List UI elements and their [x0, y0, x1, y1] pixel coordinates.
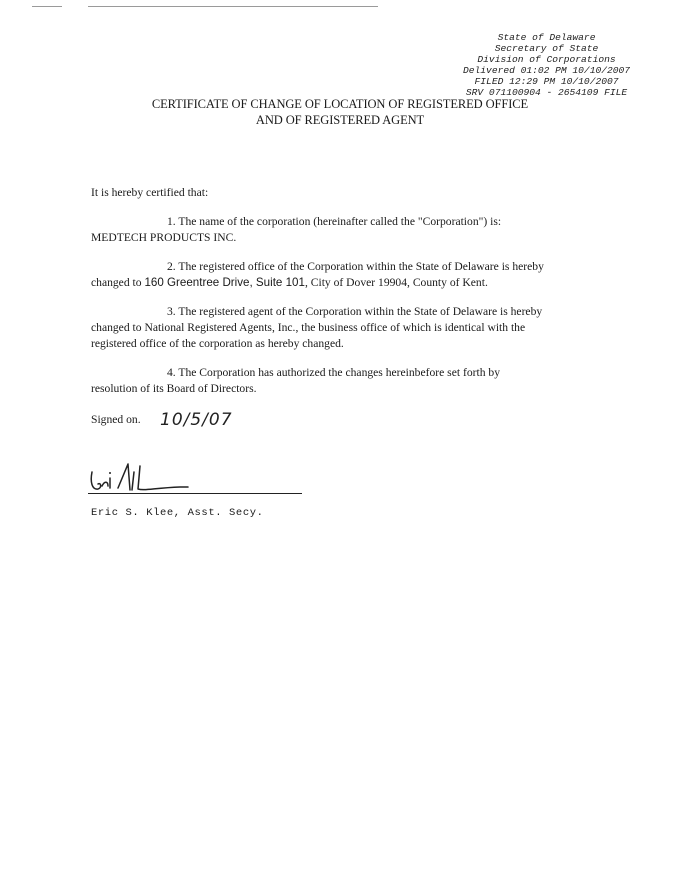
- intro-text: It is hereby certified that:: [91, 186, 209, 199]
- stamp-line: Division of Corporations: [477, 54, 616, 65]
- title-line: AND OF REGISTERED AGENT: [255, 113, 425, 127]
- item-1: [91, 214, 591, 246]
- title-line: CERTIFICATE OF CHANGE OF LOCATION OF REGISTERED OFFICE: [151, 97, 529, 111]
- signed-date: 10/5/07: [160, 410, 233, 430]
- scan-artifact-line: [32, 6, 62, 7]
- item-3: [91, 304, 591, 352]
- item-3-lead: 3. The registered agent of the Corporation within the State of Delaware is hereby: [167, 305, 543, 318]
- stamp-line: FILED 12:29 PM 10/10/2007: [474, 76, 619, 87]
- item-3-line-2: changed to National Registered Agents, Inc., the business office of which is identical with the: [91, 321, 526, 334]
- item-2-post: , City of Dover 19904, County of Kent.: [304, 276, 488, 289]
- item-2: [91, 259, 591, 291]
- item-3-line-3: registered office of the corporation as hereby changed.: [91, 337, 344, 350]
- stamp-line: SRV 071100904 - 2654109 FILE: [465, 87, 628, 98]
- stamp-line: Delivered 01:02 PM 10/10/2007: [463, 65, 630, 76]
- filing-stamp: [463, 32, 630, 98]
- item-2-pre: changed to: [91, 276, 145, 289]
- document-title: [40, 96, 640, 128]
- item-1-lead: 1. The name of the corporation (hereinafter called the "Corporation") is:: [167, 215, 502, 228]
- scan-artifact-line: [88, 6, 378, 7]
- item-4-lead: 4. The Corporation has authorized the changes hereinbefore set forth by: [167, 366, 500, 379]
- registered-address: 160 Greentree Drive, Suite 101: [144, 276, 305, 289]
- item-2-lead: 2. The registered office of the Corporation within the State of Delaware is hereby: [167, 260, 544, 273]
- item-4-line-2: resolution of its Board of Directors.: [91, 382, 257, 395]
- stamp-line: State of Delaware: [497, 32, 596, 43]
- signature-image: [88, 460, 208, 496]
- signature-line: [88, 493, 302, 494]
- signer-name: Eric S. Klee, Asst. Secy.: [91, 507, 264, 519]
- item-4: [91, 365, 591, 397]
- signed-on-label: Signed on.: [91, 413, 141, 426]
- stamp-line: Secretary of State: [494, 43, 599, 54]
- corporation-name: MEDTECH PRODUCTS INC.: [91, 231, 237, 244]
